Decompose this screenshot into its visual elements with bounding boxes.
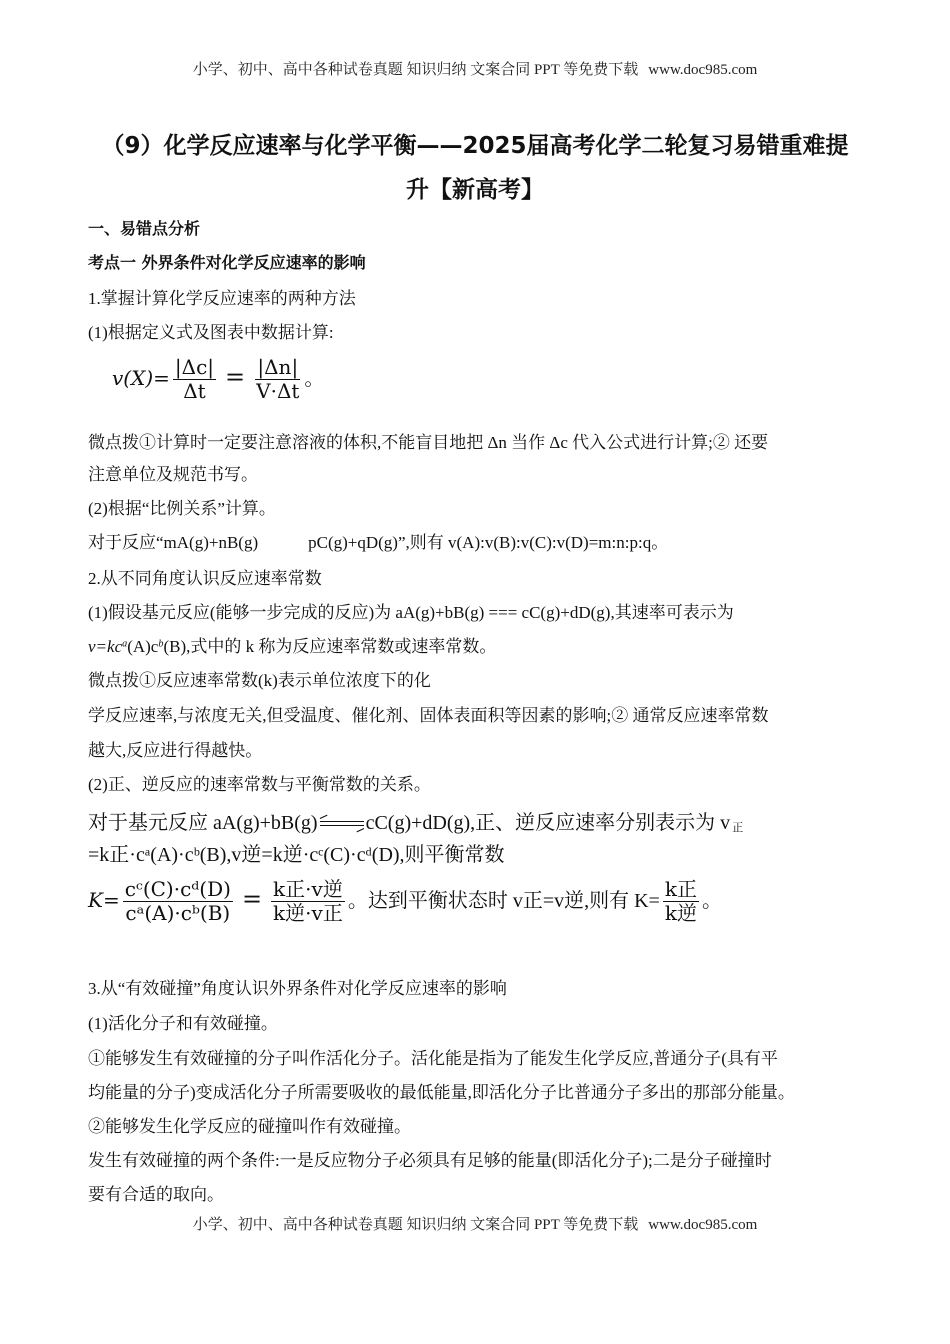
fraction-dc-dt: $\frac{|\Delta c|}{\Delta t}$: [174, 355, 215, 403]
footer-url: www.doc985.com: [648, 1217, 758, 1233]
page-header: [0, 58, 950, 79]
formula-lhs: v(X)=: [112, 366, 170, 390]
p2-tip-line3: 越大,反应进行得越快。: [88, 741, 263, 760]
footer-text: 小学、初中、高中各种试卷真题 知识归纳 文案合同 PPT 等免费下载: [192, 1217, 639, 1233]
p3-item1-line2: 均能量的分子)变成活化分子所需要吸收的最低能量,即活化分子比普通分子多出的那部分能量。: [88, 1083, 795, 1102]
equilibrium-line2: =k正·cᵃ(A)·cᵇ(B),v逆=k逆·cᶜ(C)·cᵈ(D),则平衡常数: [88, 844, 505, 866]
p2-heading: 2.从不同角度认识反应速率常数: [88, 569, 322, 588]
p1-heading: 1.掌握计算化学反应速率的两种方法: [88, 289, 356, 308]
p2-sub1-line1: (1)假设基元反应(能够一步完成的反应)为 aA(g)+bB(g) === cC(g)+dD(g),其速率可表示为: [88, 603, 734, 622]
title-line-1: （9）化学反应速率与化学平衡——2025届高考化学二轮复习易错重难提: [101, 133, 849, 159]
p3-sub1: (1)活化分子和有效碰撞。: [88, 1014, 278, 1033]
page-title: [70, 124, 880, 212]
fraction-k-ratio: $\frac{\text{k正}}{\text{k逆}}$: [664, 877, 697, 925]
p2-sub1-line2: $v=kc^a(A)c^b(B)$,式中的 k 称为反应速率常数或速率常数。: [88, 637, 497, 656]
title-line-2: 升【新高考】: [406, 177, 544, 203]
page-footer: [0, 1213, 950, 1234]
fraction-K-conc: $\frac{\text{cᶜ(C)·cᵈ(D)}}{\text{cᵃ(A)·cᵇ(B)}}$: [124, 877, 231, 925]
p3-heading: 3.从“有效碰撞”角度认识外界条件对化学反应速率的影响: [88, 979, 507, 998]
fraction-k-v: $\frac{\text{k正·v逆}}{\text{k逆·v正}}$: [273, 877, 343, 925]
p1-sub1: (1)根据定义式及图表中数据计算:: [88, 323, 334, 342]
header-text: 小学、初中、高中各种试卷真题 知识归纳 文案合同 PPT 等免费下载: [192, 62, 639, 78]
p3-item2: ②能够发生化学反应的碰撞叫作有效碰撞。: [88, 1117, 411, 1136]
p3-cond-line2: 要有合适的取向。: [88, 1185, 224, 1204]
section-heading: 一、易错点分析: [88, 219, 201, 238]
rate-formula: v(X)= $\frac{|\Delta c|}{\Delta t}$ = $\frac{|\Delta n|}{V\cdot\Delta t}$ 。: [112, 355, 325, 403]
p3-cond-line1: 发生有效碰撞的两个条件:一是反应物分子必须具有足够的能量(即活化分子);二是分子碰撞时: [88, 1151, 772, 1170]
fraction-dn-vdt: $\frac{|\Delta n|}{V\cdot\Delta t}$: [256, 355, 300, 403]
p1-sub2: (2)根据“比例关系”计算。: [88, 499, 276, 518]
K-formula: K= $\frac{\text{cᶜ(C)·cᵈ(D)}}{\text{cᵃ(A)·cᵇ(B)}}$ = $\frac{\text{k正·v逆}}{\text{k逆·v正}}$ 。达到平衡状态时 v正=v逆,则有 K= $\frac{\text{k正}}{\text{k逆}}$ 。: [88, 877, 722, 925]
reversible-arrow-icon: [320, 819, 364, 829]
p1-tip-line2: 注意单位及规范书写。: [88, 465, 258, 484]
ratio-line: 对于反应“mA(g)+nB(g) pC(g)+qD(g)”,则有 v(A):v(B):v(C):v(D)=m:n:p:q。: [88, 533, 669, 552]
kaodian-heading: 考点一 外界条件对化学反应速率的影响: [88, 253, 366, 272]
equilibrium-line1: 对于基元反应 aA(g)+bB(g) cC(g)+dD(g),正、逆反应速率分别表示为 v 正: [88, 812, 744, 835]
header-url: www.doc985.com: [648, 62, 758, 78]
p2-tip-line1: 微点拨①反应速率常数(k)表示单位浓度下的化: [88, 671, 431, 690]
p3-item1-line1: ①能够发生有效碰撞的分子叫作活化分子。活化能是指为了能发生化学反应,普通分子(具有平: [88, 1049, 778, 1068]
p2-sub2: (2)正、逆反应的速率常数与平衡常数的关系。: [88, 775, 431, 794]
p1-tip-line1: 微点拨①计算时一定要注意溶液的体积,不能盲目地把 Δn 当作 Δc 代入公式进行计算;② 还要: [88, 433, 769, 452]
p2-tip-line2: 学反应速率,与浓度无关,但受温度、催化剂、固体表面积等因素的影响;② 通常反应速率常数: [88, 706, 769, 725]
